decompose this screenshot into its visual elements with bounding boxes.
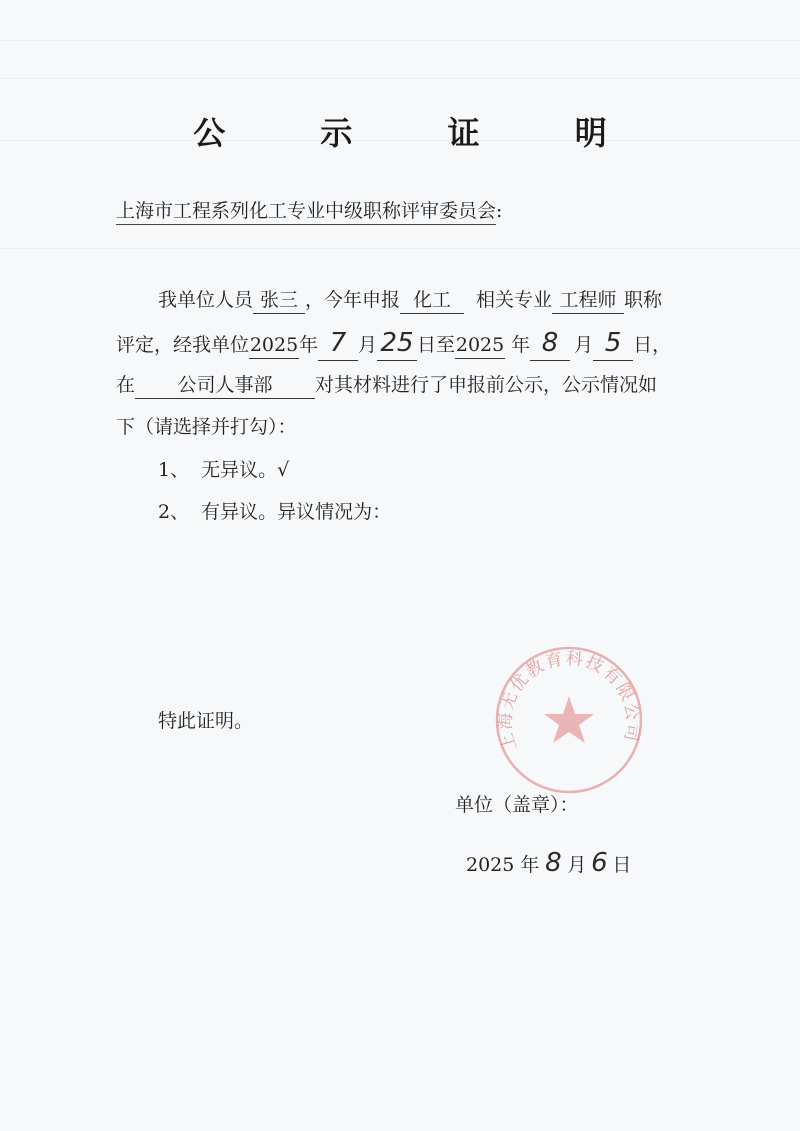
closing-statement: 特此证明。 <box>158 710 254 732</box>
addressee-line <box>116 200 502 225</box>
option-text: 有异议。异议情况为： <box>201 501 392 523</box>
check-mark: √ <box>277 459 290 481</box>
sign-year: 2025 <box>466 854 515 876</box>
person-name: 张三 <box>253 289 305 314</box>
text-segment: 年 <box>299 334 319 356</box>
text-segment: 年 <box>520 854 540 876</box>
start-year: 2025 <box>249 334 299 359</box>
text-segment: 年 <box>511 334 531 356</box>
start-month: 7 <box>318 327 358 361</box>
body-line-1 <box>158 285 662 314</box>
text-segment: ，今年申报 <box>305 289 401 311</box>
unit-seal-label: 单位（盖章）： <box>455 794 579 816</box>
text-segment: 相关专业 <box>476 289 553 311</box>
end-month: 8 <box>530 327 570 361</box>
text-segment: 月 <box>358 334 378 356</box>
option-1 <box>158 455 289 482</box>
addressee: 上海市工程系列化工专业中级职称评审委员会 <box>116 200 496 225</box>
text-segment: 对其材料进行了申报前公示，公示情况如 <box>315 374 658 396</box>
text-segment: 月 <box>574 334 594 356</box>
body-line-4: 下（请选择并打勾）： <box>116 416 297 438</box>
text-segment: 月 <box>567 854 587 876</box>
sign-day: 6 <box>591 848 608 878</box>
document-title: 公 示 证 明 <box>193 114 649 152</box>
text-segment: 日 <box>612 854 632 876</box>
text-segment: 在 <box>116 374 136 396</box>
addressee-colon: : <box>496 200 503 222</box>
option-text: 无异议。 <box>201 459 278 481</box>
body-line-2 <box>116 327 671 361</box>
text-segment: 职称 <box>624 289 663 311</box>
option-number: 2、 <box>158 501 190 523</box>
seal-text: 上海无优教育科技有限公司 <box>495 648 643 753</box>
option-number: 1、 <box>158 459 190 481</box>
text-segment: 评定，经我单位 <box>116 334 250 356</box>
text-segment: 日至 <box>417 334 456 356</box>
text-segment: 日， <box>633 334 672 356</box>
body-line-3 <box>116 370 657 399</box>
title-level: 工程师 <box>552 289 624 314</box>
end-year: 2025 <box>455 334 505 359</box>
signing-date <box>466 848 631 878</box>
start-day: 25 <box>377 327 417 361</box>
company-seal <box>493 644 645 796</box>
text-segment: 我单位人员 <box>158 289 254 311</box>
option-2 <box>158 497 391 524</box>
publicity-location: 公司人事部 <box>135 374 315 399</box>
sign-month: 8 <box>545 848 562 878</box>
specialty: 化工 <box>400 289 464 314</box>
end-day: 5 <box>593 327 633 361</box>
